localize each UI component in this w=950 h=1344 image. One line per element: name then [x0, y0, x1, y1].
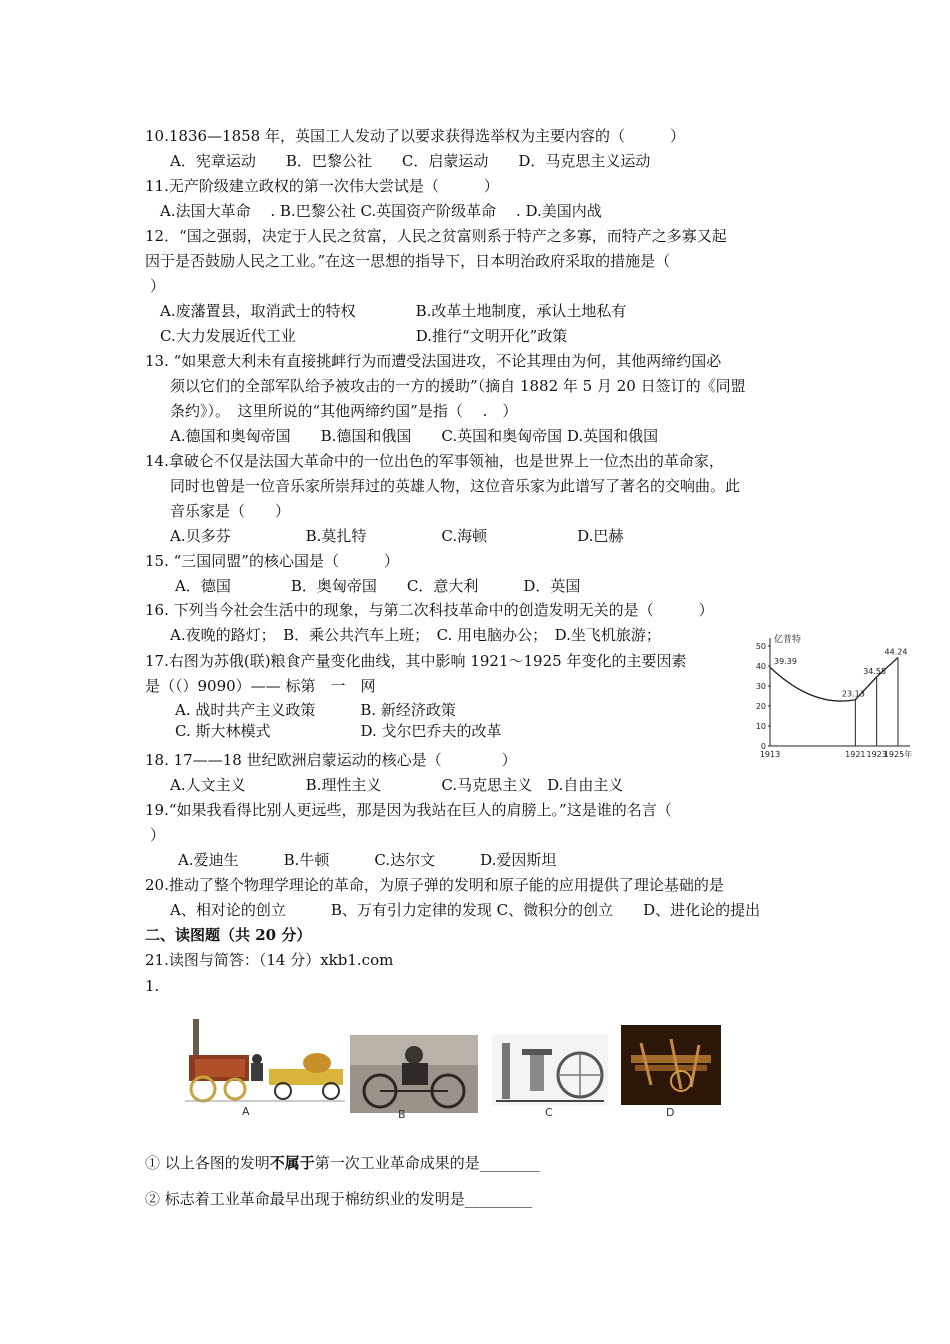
- q10-options: A．宪章运动 B．巴黎公社 C．启蒙运动 D．马克思主义运动: [170, 152, 651, 170]
- q11-options: A.法国大革命 . B.巴黎公社 C.英国资产阶级革命 . D.美国内战: [160, 202, 602, 220]
- y-tick-label: 0: [760, 742, 766, 751]
- figure-d-spinning-machine-image: [621, 1025, 721, 1105]
- figure-c-label: C: [545, 1106, 553, 1119]
- q20-options: A、相对论的创立 B、万有引力定律的发现 C、微积分的创立 D、进化论的提出: [170, 901, 761, 919]
- x-tick-label: 1923: [866, 750, 887, 759]
- q11-stem: 11.无产阶级建立政权的第一次伟大尝试是（ ）: [145, 177, 499, 195]
- q12-options-line1: A.废藩置县，取消武士的特权 B.改革土地制度，承认土地私有: [160, 302, 627, 320]
- q14-stem-line1: 14.拿破仑不仅是法国大革命中的一位出色的军事领袖，也是世界上一位杰出的革命家，: [145, 452, 724, 470]
- q17-options-line2: C. 斯大林模式 D. 戈尔巴乔夫的改革: [175, 722, 502, 740]
- q19-stem-line2: ）: [150, 826, 166, 844]
- q18-options: A.人文主义 B.理性主义 C.马克思主义 D.自由主义: [170, 776, 624, 794]
- q18-stem: 18. 17——18 世纪欧洲启蒙运动的核心是（ ）: [145, 751, 517, 769]
- q17-stem-line1: 17.右图为苏俄(联)粮食产量变化曲线，其中影响 1921～1925 年变化的主要因素: [145, 652, 687, 670]
- y-tick-label: 50: [755, 642, 766, 651]
- q13-stem-line2: 须以它们的全部军队给予被攻击的一方的援助”（摘自 1882 年 5 月 20 日签订的《同盟: [170, 377, 746, 395]
- figure-c-steam-engine-image: [492, 1035, 608, 1105]
- q21-stem: 21.读图与简答：（14 分）xkb1.com: [145, 951, 394, 969]
- q21-part2: ② 标志着工业革命最早出现于棉纺织业的发明是_________: [145, 1190, 533, 1208]
- data-label: 23.13: [841, 689, 865, 699]
- data-label: 34.55: [863, 666, 887, 676]
- x-tick-label: 1913: [759, 750, 781, 759]
- y-axis-label: 亿普特: [774, 635, 802, 645]
- q13-options: A.德国和奥匈帝国 B.德国和俄国 C.英国和奥匈帝国 D.英国和俄国: [170, 427, 659, 445]
- y-tick-label: 10: [755, 722, 766, 731]
- q21-sub-number: 1.: [145, 977, 160, 995]
- figure-b-automobile-image: [350, 1035, 478, 1113]
- q14-options: A.贝多芬 B.莫扎特 C.海顿 D.巴赫: [170, 527, 624, 545]
- data-label: 44.24: [884, 647, 908, 657]
- q14-stem-line3: 音乐家是（ ）: [170, 502, 291, 520]
- q16-stem: 16. 下列当今社会生活中的现象，与第二次科技革命中的创造发明无关的是（ ）: [145, 601, 714, 619]
- q21-part1-prefix: ① 以上各图的发明: [145, 1154, 270, 1172]
- q12-options-line2: C.大力发展近代工业 D.推行“文明开化”政策: [160, 327, 568, 345]
- q21-part1: [145, 1153, 540, 1173]
- q21-part1-emphasis: 不属于: [269, 1154, 315, 1172]
- y-tick-label: 40: [755, 662, 766, 671]
- q21-part1-suffix: 第一次工业革命成果的是________: [314, 1154, 540, 1172]
- q20-stem: 20.推动了整个物理学理论的革命，为原子弹的发明和原子能的应用提供了理论基础的是: [145, 876, 724, 894]
- q14-stem-line2: 同时也曾是一位音乐家所崇拜过的英雄人物，这位音乐家为此谱写了著名的交响曲。此: [170, 477, 741, 495]
- figure-a-locomotive-image: [185, 1015, 345, 1105]
- q15-stem: 15. “三国同盟”的核心国是（ ）: [145, 552, 399, 570]
- q12-stem-line2: 因于是否鼓励人民之工业。”在这一思想的指导下，日本明治政府采取的措施是（: [145, 252, 671, 270]
- x-tick-label: 1921: [845, 750, 866, 759]
- q10-stem: 10.1836—1858 年，英国工人发动了以要求获得选举权为主要内容的（ ）: [145, 127, 685, 145]
- y-tick-label: 30: [755, 682, 766, 691]
- grain-output-chart: [752, 628, 917, 768]
- q17-stem-line2: 是（（）9090）—— 标第 一 网: [145, 677, 376, 695]
- figure-a-label: A: [242, 1105, 250, 1118]
- q16-options: A.夜晚的路灯； B．乘公共汽车上班； C. 用电脑办公； D.坐飞机旅游；: [170, 626, 661, 644]
- q19-stem-line1: 19.“如果我看得比别人更远些，那是因为我站在巨人的肩膀上。”这是谁的名言（: [145, 801, 672, 819]
- x-tick-label: 1925年: [883, 750, 913, 759]
- figure-d-label: D: [666, 1106, 675, 1119]
- q12-stem-line1: 12．“国之强弱，决定于人民之贫富，人民之贫富则系于特产之多寡，而特产之多寡又起: [145, 227, 727, 245]
- q17-options-line1: A. 战时共产主义政策 B. 新经济政策: [175, 701, 456, 719]
- q19-options: A.爱迪生 B.牛顿 C.达尔文 D.爱因斯坦: [178, 851, 557, 869]
- figure-b-label: B: [398, 1108, 406, 1121]
- q13-stem-line1: 13. “如果意大利未有直接挑衅行为而遭受法国进攻，不论其理由为何，其他两缔约国必: [145, 352, 722, 370]
- q13-stem-line3: 条约》）。 这里所说的“其他两缔约国”是指（ . ）: [170, 402, 518, 420]
- section-2-title: 二、读图题（共 20 分）: [145, 926, 312, 944]
- q12-stem-line3: ）: [150, 277, 166, 295]
- q15-options: A．德国 B．奥匈帝国 C．意大利 D．英国: [175, 577, 581, 595]
- data-label: 39.39: [774, 657, 797, 667]
- y-tick-label: 20: [755, 702, 766, 711]
